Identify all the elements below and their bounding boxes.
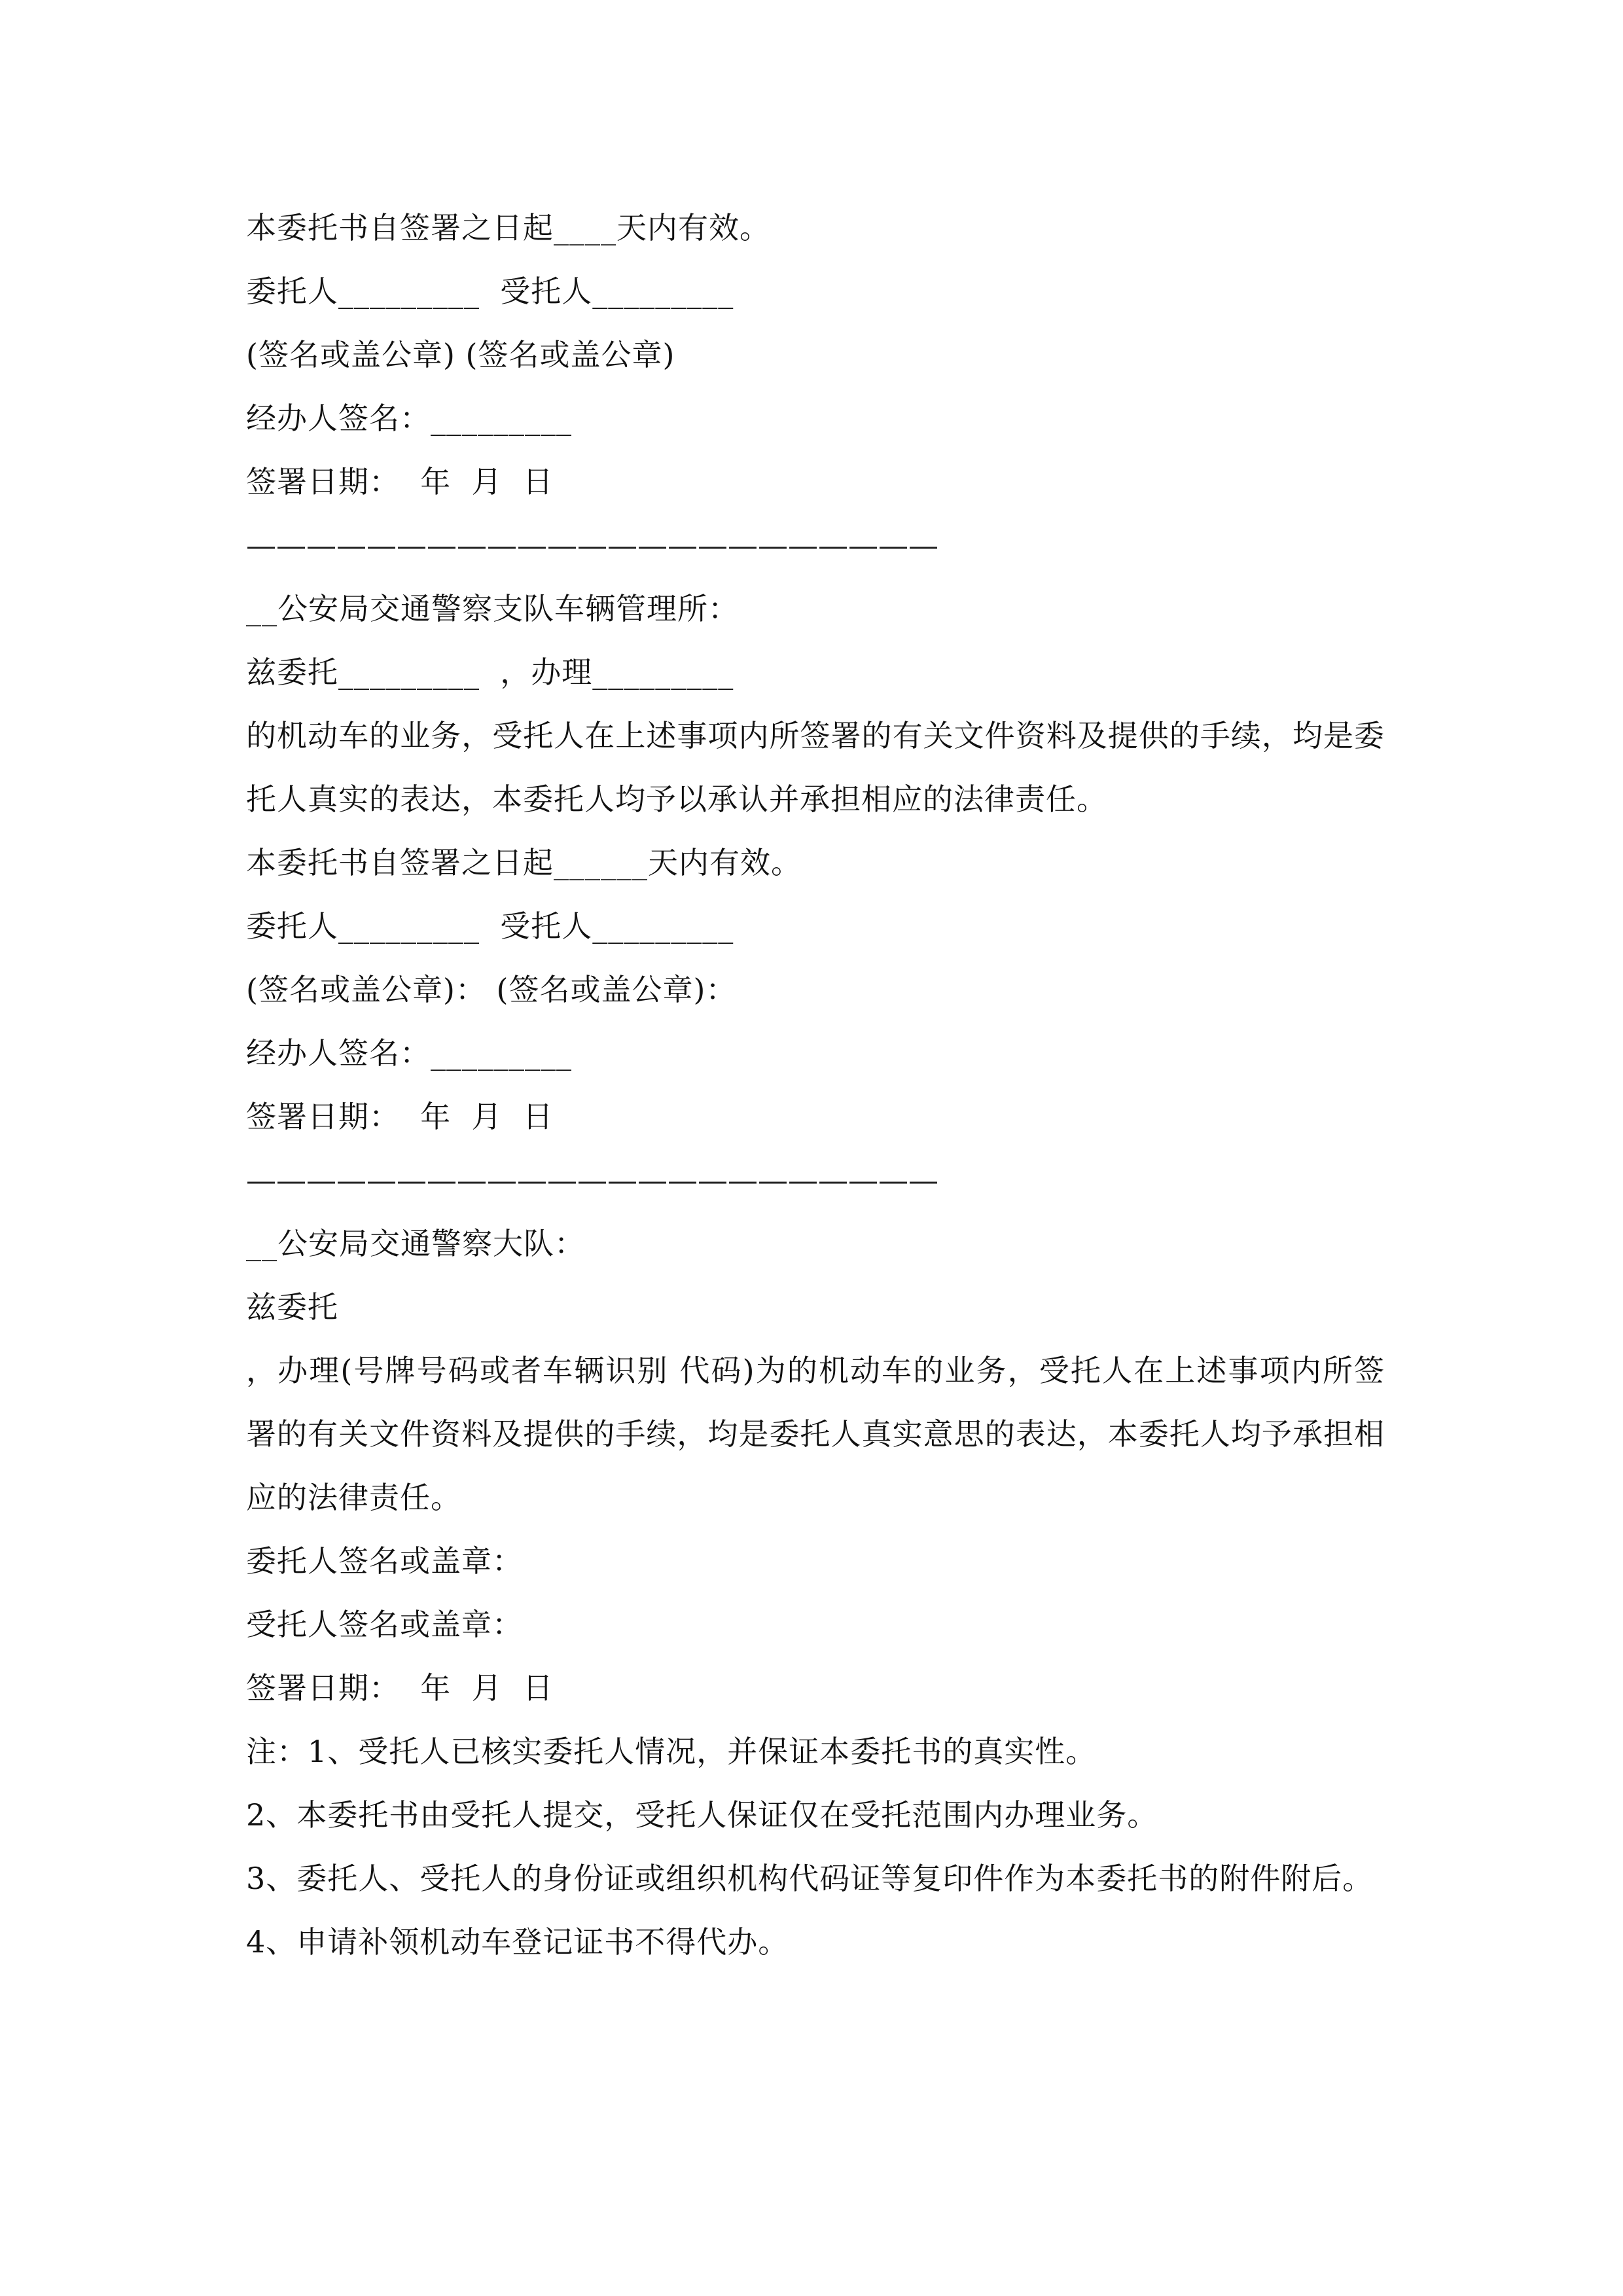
validity-clause: 本委托书自签署之日起____天内有效。 — [246, 210, 770, 245]
signature-note: (签名或盖公章)： (签名或盖公章)： — [246, 972, 737, 1007]
signature-note: (签名或盖公章) (签名或盖公章) — [246, 337, 675, 372]
document-body — [246, 196, 1385, 1974]
signing-date: 签署日期： 年 月 日 — [246, 1670, 554, 1706]
agent-signature: 受托人签名或盖章： — [246, 1607, 523, 1642]
addressee-line: __公安局交通警察支队车辆管理所： — [246, 591, 739, 626]
handler-signature: 经办人签名：_________ — [246, 1035, 572, 1071]
signing-date: 签署日期： 年 月 日 — [246, 1099, 554, 1134]
principal-signature: 委托人签名或盖章： — [246, 1543, 523, 1579]
parties-line: 委托人_________ 受托人_________ — [246, 274, 734, 309]
body-paragraph: 的机动车的业务，受托人在上述事项内所签署的有关文件资料及提供的手续，均是委托人真实的表达，本委托人均予以承认并承担相应的法律责任。 — [246, 718, 1385, 817]
entrust-line: 兹委托_________ ，办理_________ — [246, 655, 734, 690]
section-separator: ——————————————————————— — [246, 1162, 938, 1198]
entrust-line: 兹委托 — [246, 1289, 338, 1325]
note-item: 2、本委托书由受托人提交，受托人保证仅在受托范围内办理业务。 — [246, 1797, 1158, 1833]
note-item: 3、委托人、受托人的身份证或组织机构代码证等复印件作为本委托书的附件附后。 — [246, 1861, 1374, 1896]
body-paragraph: ，办理(号牌号码或者车辆识别 代码)为的机动车的业务，受托人在上述事项内所签署的有关文件资料及提供的手续，均是委托人真实意思的表达，本委托人均予承担相应的法律责任。 — [246, 1353, 1385, 1515]
section-separator: ——————————————————————— — [246, 528, 938, 563]
addressee-line: __公安局交通警察大队： — [246, 1226, 585, 1261]
validity-clause: 本委托书自签署之日起______天内有效。 — [246, 845, 802, 880]
note-item: 4、申请补领机动车登记证书不得代办。 — [246, 1924, 789, 1960]
handler-signature: 经办人签名：_________ — [246, 401, 572, 436]
note-item: 注：1、受托人已核实委托人情况，并保证本委托书的真实性。 — [246, 1734, 1097, 1769]
parties-line: 委托人_________ 受托人_________ — [246, 908, 734, 944]
signing-date: 签署日期： 年 月 日 — [246, 464, 554, 499]
